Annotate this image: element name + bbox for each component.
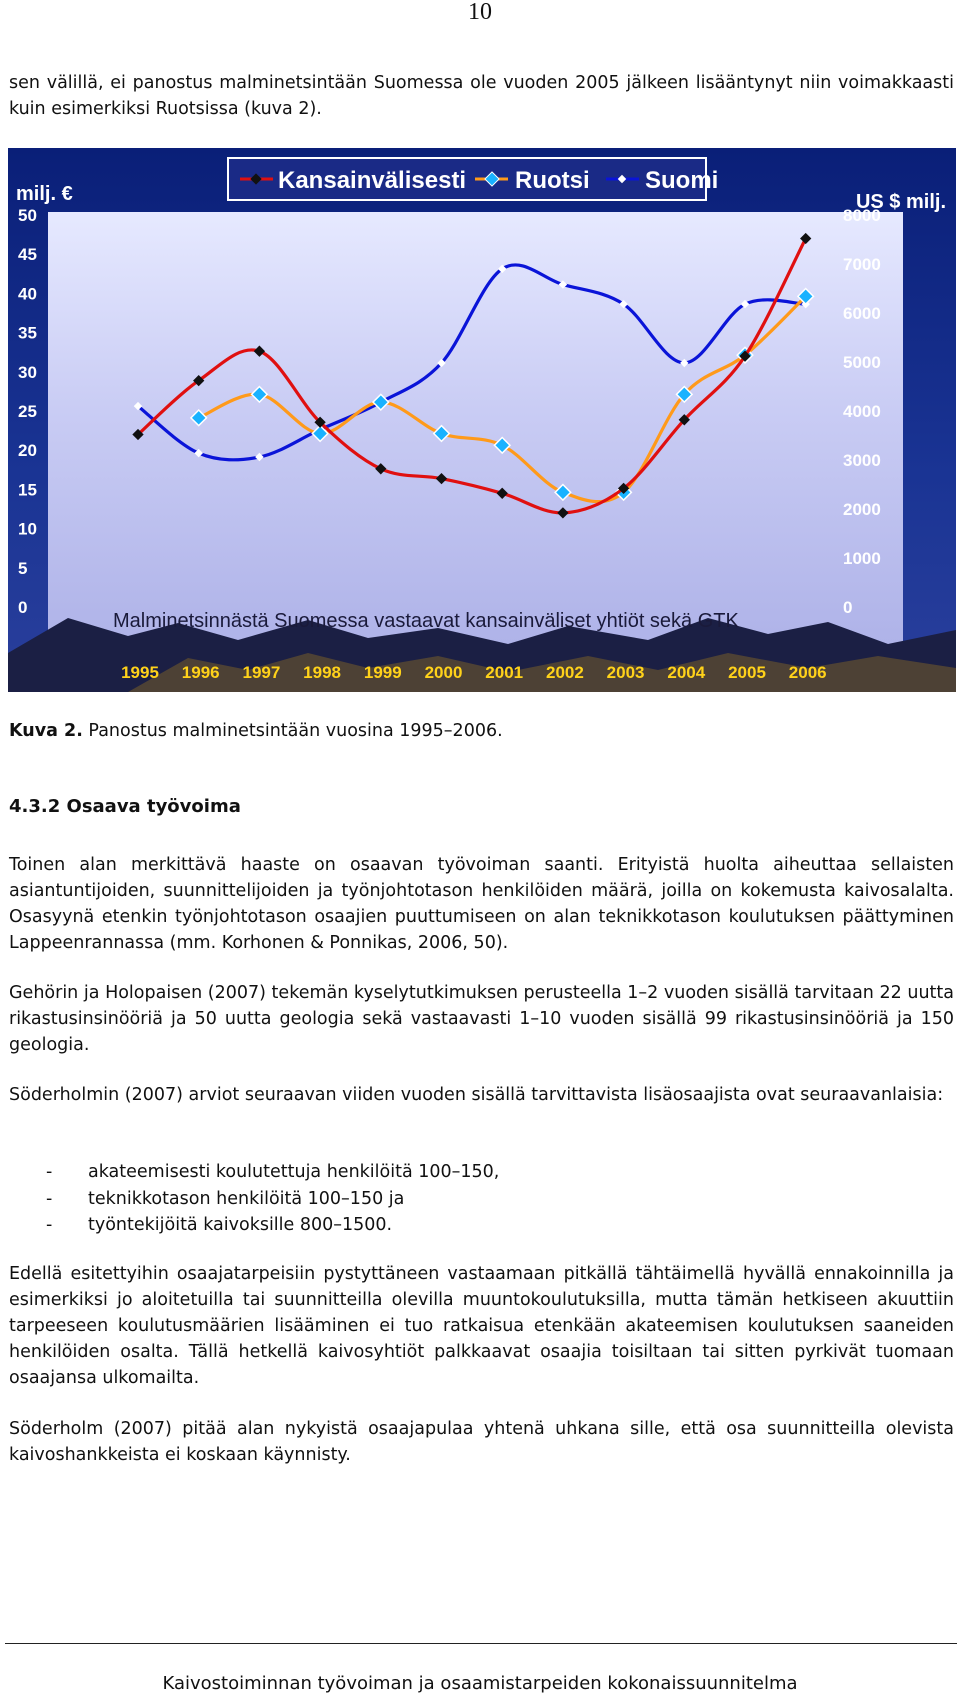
right-tick-label: 0 — [843, 598, 853, 617]
right-tick-label: 5000 — [843, 353, 881, 372]
left-tick-label: 45 — [18, 245, 37, 265]
right-tick-label: 7000 — [843, 255, 881, 274]
paragraph-3: Söderholmin (2007) arviot seuraavan viiden vuoden sisällä tarvittavista lisäosaajista ovat seuraavanlaisia: — [9, 1085, 944, 1105]
x-tick-label: 2000 — [424, 663, 463, 682]
list-item — [46, 1186, 946, 1213]
x-tick-label: 1997 — [242, 663, 281, 682]
x-tick-label: 2005 — [728, 663, 766, 682]
right-tick-label: 1000 — [843, 549, 881, 568]
bullet-text: teknikkotason henkilöitä 100–150 ja — [88, 1188, 405, 1209]
bullet-text: työntekijöitä kaivoksille 800–1500. — [88, 1215, 393, 1235]
x-tick-label: 2006 — [788, 663, 827, 682]
chart-legend — [228, 158, 718, 200]
x-tick-label: 2003 — [606, 663, 645, 682]
left-tick-label: 25 — [18, 402, 37, 421]
bullet-dash: - — [46, 1188, 53, 1209]
left-tick-label: 35 — [18, 323, 37, 343]
chart-subtitle: Malminetsinnästä Suomessa vastaavat kansainväliset yhtiöt sekä GTK — [113, 610, 739, 632]
footer-rule — [5, 1643, 957, 1644]
right-axis-unit: US $ milj. — [855, 191, 946, 213]
bullet-list — [46, 1159, 946, 1239]
left-tick-label: 5 — [18, 558, 28, 578]
x-tick-label: 2002 — [545, 663, 584, 682]
list-item — [46, 1159, 946, 1186]
section-heading: 4.3.2 Osaava työvoima — [9, 796, 241, 817]
x-tick-label: 1998 — [303, 663, 342, 682]
legend-label-kansainvalisesti: Kansainvälisesti — [278, 167, 467, 194]
plot-area — [48, 212, 903, 652]
page-footer: Kaivostoiminnan työvoiman ja osaamistarpeiden kokonaissuunnitelma — [162, 1673, 798, 1694]
list-item — [46, 1212, 946, 1239]
left-tick-label: 10 — [18, 519, 37, 539]
paragraph-1: Toinen alan merkittävä haaste on osaavan työvoiman saanti. Erityistä huolta aiheuttaa sellaisten asiantuntijoiden, suunnittelijoiden ja työnjohtotason henkilöiden määrä, joilla on kokemusta kaivosalalta. Osasyynä etenkin työnjohtotason osaajien puuttumiseen on alan teknikkotason koulutuksen päättyminen Lappeenrannassa (mm. Korhonen & Ponnikas, 2006, 50). — [9, 855, 954, 953]
page-number: 10 — [468, 0, 492, 25]
intro-paragraph: sen välillä, ei panostus malminetsintään Suomessa ole vuoden 2005 jälkeen lisääntynyt niin voimakkaasti kuin esimerkiksi Ruotsissa (kuva 2). — [9, 73, 954, 119]
x-tick-label: 1995 — [121, 663, 159, 682]
left-tick-label: 50 — [18, 206, 37, 225]
x-tick-label: 2004 — [667, 663, 706, 682]
legend-label-suomi: Suomi — [645, 167, 719, 194]
bullet-dash: - — [46, 1215, 53, 1235]
caption-text: Panostus malminetsintään vuosina 1995–2006. — [82, 721, 503, 741]
x-tick-label: 1999 — [363, 663, 402, 682]
figure-caption — [9, 718, 503, 744]
right-axis-ticks — [843, 206, 881, 617]
left-tick-label: 40 — [18, 284, 37, 304]
chart-figure — [8, 148, 956, 692]
x-tick-label: 2001 — [485, 663, 524, 682]
left-axis-unit: milj. € — [16, 183, 73, 205]
bullet-dash: - — [46, 1162, 53, 1182]
x-tick-label: 1996 — [181, 663, 220, 682]
right-tick-label: 6000 — [843, 304, 881, 323]
legend-label-ruotsi: Ruotsi — [515, 167, 590, 194]
left-tick-label: 30 — [18, 362, 37, 382]
right-tick-label: 2000 — [843, 500, 881, 519]
left-tick-label: 20 — [18, 441, 37, 461]
bullet-text: akateemisesti koulutettuja henkilöitä 100–150, — [88, 1162, 500, 1182]
line-chart — [8, 148, 956, 692]
left-tick-label: 0 — [18, 598, 28, 617]
right-tick-label: 8000 — [843, 206, 881, 225]
left-tick-label: 15 — [18, 480, 37, 500]
right-tick-label: 3000 — [843, 451, 881, 470]
caption-label: Kuva 2. — [9, 721, 83, 741]
right-tick-label: 4000 — [843, 402, 881, 421]
paragraph-4: Edellä esitettyihin osaajatarpeisiin pystyttäneen vastaamaan pitkällä tähtäimellä hyvällä ennakoinnilla ja esimerkiksi jo aloitetuilla tai suunnitteilla olevilla muuntokoulutuksilla, mutta tämän hetkiseen akuuttiin tarpeeseen koulutusmäärien lisääminen ei tuo ratkaisua etenkään akateemisen koulutuksen saaneiden henkilöiden osalta. Tällä hetkellä kaivosyhtiöt palkkaavat osaajia toisiltaan tai sitten pyrkivät tuomaan osaajansa ulkomailta. — [9, 1264, 954, 1388]
paragraph-2: Gehörin ja Holopaisen (2007) tekemän kyselytutkimuksen perusteella 1–2 vuoden sisällä tarvitaan 22 uutta rikastusinsinööriä ja 50 uutta geologia sekä vastaavasti 1–10 vuoden sisällä 99 rikastusinsinööriä ja 150 geologia. — [9, 983, 954, 1055]
paragraph-5: Söderholm (2007) pitää alan nykyistä osaajapulaa yhtenä uhkana sille, että osa suunnitteilla olevista kaivoshankkeista ei koskaan käynnisty. — [9, 1419, 954, 1465]
